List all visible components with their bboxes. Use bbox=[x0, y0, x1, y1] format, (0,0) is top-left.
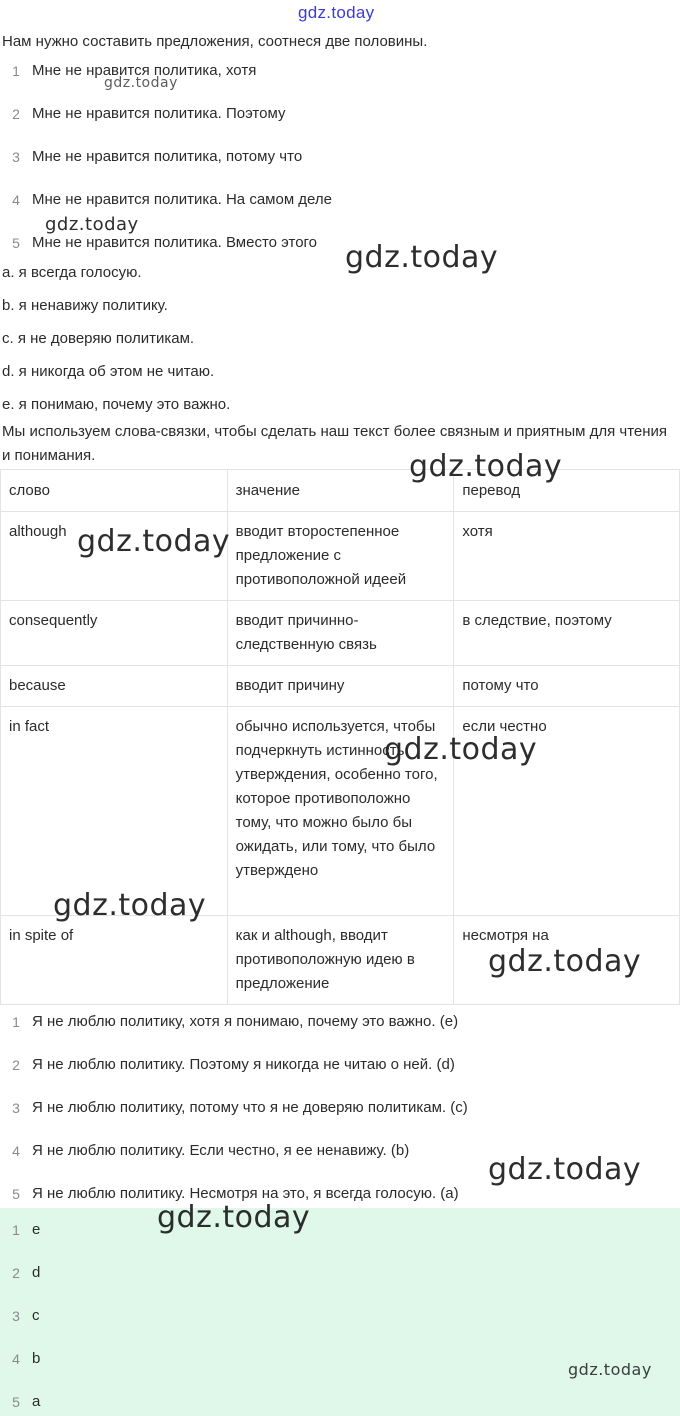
watermark: gdz.today bbox=[488, 944, 642, 979]
item-number: 3 bbox=[12, 1099, 20, 1116]
item-number: 4 bbox=[12, 191, 20, 208]
meaning-cell: вводит причину bbox=[227, 666, 454, 707]
translation-cell: в следствие, поэтому bbox=[454, 601, 680, 666]
watermark: gdz.today bbox=[409, 449, 563, 484]
item-number: 4 bbox=[12, 1142, 20, 1159]
translation-cell: если честно bbox=[454, 707, 680, 916]
item-number: 1 bbox=[12, 62, 20, 79]
list-item bbox=[0, 135, 680, 178]
item-number: 5 bbox=[12, 1393, 20, 1410]
list-item bbox=[0, 92, 680, 135]
word-cell: because bbox=[1, 666, 228, 707]
intro-text: Нам нужно составить предложения, соотнеся две половины. bbox=[2, 33, 428, 50]
item-number: 2 bbox=[12, 1056, 20, 1073]
key-item bbox=[0, 1251, 680, 1294]
answer-key-panel bbox=[0, 1208, 680, 1416]
meaning-cell: вводит второстепенное предложение с противоположной идеей bbox=[227, 512, 454, 601]
site-logo[interactable]: gdz.today bbox=[298, 3, 375, 22]
item-number: 3 bbox=[12, 148, 20, 165]
meaning-cell: обычно используется, чтобы подчеркнуть истинность утверждения, особенно того, которое противоположно тому, что можно было бы ожидать, или тому, что было утверждено bbox=[227, 707, 454, 916]
item-text: Я не люблю политику, хотя я понимаю, почему это важно. (e) bbox=[32, 1013, 459, 1030]
key-item bbox=[0, 1208, 680, 1251]
item-text: Мне не нравится политика. Вместо этого bbox=[32, 234, 318, 251]
item-number: 5 bbox=[12, 1185, 20, 1202]
item-text: e bbox=[32, 1221, 41, 1238]
translation-cell: несмотря на bbox=[454, 916, 680, 1005]
ending-item: a. я всегда голосую. bbox=[2, 264, 142, 281]
item-text: Мне не нравится политика. На самом деле bbox=[32, 191, 332, 208]
ending-item: b. я ненавижу политику. bbox=[2, 297, 168, 314]
item-text: Я не люблю политику. Поэтому я никогда не читаю о ней. (d) bbox=[32, 1056, 455, 1073]
item-text: b bbox=[32, 1350, 41, 1367]
ending-item: c. я не доверяю политикам. bbox=[2, 330, 195, 347]
endings-list bbox=[2, 256, 230, 421]
item-text: Мне не нравится политика. Поэтому bbox=[32, 105, 286, 122]
item-number: 2 bbox=[12, 105, 20, 122]
item-text: Я не люблю политику. Несмотря на это, я всегда голосую. (a) bbox=[32, 1185, 459, 1202]
item-text: d bbox=[32, 1264, 41, 1281]
item-number: 1 bbox=[12, 1013, 20, 1030]
watermark: gdz.today bbox=[77, 524, 231, 559]
watermark: gdz.today bbox=[53, 888, 207, 923]
ending-item: d. я никогда об этом не читаю. bbox=[2, 363, 215, 380]
item-text: Я не люблю политику. Если честно, я ее ненавижу. (b) bbox=[32, 1142, 410, 1159]
item-text: Я не люблю политику, потому что я не доверяю политикам. (c) bbox=[32, 1099, 468, 1116]
column-header-word: слово bbox=[1, 470, 228, 512]
watermark: gdz.today bbox=[345, 240, 499, 275]
item-number: 3 bbox=[12, 1307, 20, 1324]
watermark: gdz.today bbox=[488, 1152, 642, 1187]
word-cell: although bbox=[1, 512, 228, 601]
answer-item bbox=[0, 1043, 680, 1086]
key-item bbox=[0, 1294, 680, 1337]
table-row bbox=[1, 666, 680, 707]
item-number: 4 bbox=[12, 1350, 20, 1367]
item-number: 1 bbox=[12, 1221, 20, 1238]
column-header-translation: перевод bbox=[454, 470, 680, 512]
translation-cell: хотя bbox=[454, 512, 680, 601]
watermark: gdz.today bbox=[157, 1200, 311, 1235]
watermark: gdz.today bbox=[104, 75, 178, 91]
item-text: Мне не нравится политика, хотя bbox=[32, 62, 257, 79]
translation-cell: потому что bbox=[454, 666, 680, 707]
watermark: gdz.today bbox=[384, 732, 538, 767]
key-item bbox=[0, 1380, 680, 1416]
meaning-cell: вводит причинно-следственную связь bbox=[227, 601, 454, 666]
item-text: Мне не нравится политика, потому что bbox=[32, 148, 303, 165]
column-header-meaning: значение bbox=[227, 470, 454, 512]
ending-item: e. я понимаю, почему это важно. bbox=[2, 396, 231, 413]
word-cell: consequently bbox=[1, 601, 228, 666]
meaning-cell: как и although, вводит противоположную идею в предложение bbox=[227, 916, 454, 1005]
table-row bbox=[1, 707, 680, 916]
answer-item bbox=[0, 1000, 680, 1043]
watermark: gdz.today bbox=[568, 1360, 652, 1379]
linking-words-note: Мы используем слова-связки, чтобы сделать наш текст более связным и приятным для чтения и понимания. bbox=[2, 423, 668, 464]
table-row bbox=[1, 601, 680, 666]
item-number: 5 bbox=[12, 234, 20, 251]
answer-item bbox=[0, 1086, 680, 1129]
table-header-row bbox=[1, 470, 680, 512]
watermark: gdz.today bbox=[45, 214, 139, 235]
item-text: c bbox=[32, 1307, 40, 1324]
word-cell: in fact bbox=[1, 707, 228, 916]
item-text: a bbox=[32, 1393, 41, 1410]
item-number: 2 bbox=[12, 1264, 20, 1281]
list-item bbox=[0, 49, 680, 92]
word-cell: in spite of bbox=[1, 916, 228, 1005]
